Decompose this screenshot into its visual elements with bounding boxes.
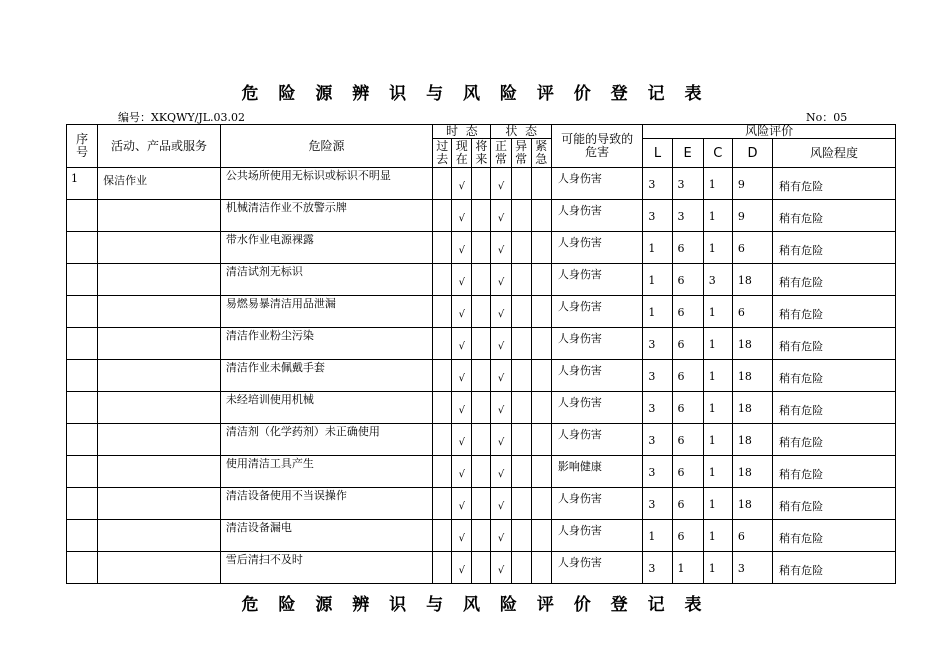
cell-C: 1 bbox=[703, 552, 732, 584]
cell-E: 6 bbox=[672, 456, 703, 488]
table-row bbox=[67, 520, 896, 552]
cell-activity bbox=[98, 392, 221, 424]
cell-C: 1 bbox=[703, 520, 732, 552]
cell-harm: 人身伤害 bbox=[551, 488, 643, 520]
document-code: 编号：XKQWY/JL.03.02 bbox=[118, 111, 246, 124]
cell-degree: 稍有危险 bbox=[773, 200, 896, 232]
cell-present: √ bbox=[452, 296, 472, 328]
header-emergency: 紧急 bbox=[531, 139, 551, 168]
cell-index bbox=[67, 360, 98, 392]
cell-L: 1 bbox=[643, 296, 672, 328]
header-future: 将来 bbox=[472, 139, 491, 168]
cell-L: 3 bbox=[643, 328, 672, 360]
cell-C: 1 bbox=[703, 168, 732, 200]
cell-future bbox=[472, 552, 491, 584]
cell-hazard: 使用清洁工具产生 bbox=[220, 456, 432, 488]
cell-L: 1 bbox=[643, 232, 672, 264]
header-hazard: 危险源 bbox=[220, 125, 432, 168]
header-L: L bbox=[643, 139, 672, 168]
table-row bbox=[67, 488, 896, 520]
page-title: 危 险 源 辨 识 与 风 险 评 价 登 记 表 bbox=[241, 84, 709, 104]
cell-normal: √ bbox=[491, 296, 511, 328]
cell-D: 18 bbox=[732, 392, 772, 424]
cell-future bbox=[472, 488, 491, 520]
cell-past bbox=[433, 200, 452, 232]
cell-abnormal bbox=[511, 360, 531, 392]
cell-abnormal bbox=[511, 328, 531, 360]
cell-harm: 人身伤害 bbox=[551, 264, 643, 296]
cell-degree: 稍有危险 bbox=[773, 520, 896, 552]
cell-E: 6 bbox=[672, 232, 703, 264]
cell-hazard: 清洁试剂无标识 bbox=[220, 264, 432, 296]
cell-index: 1 bbox=[67, 168, 98, 200]
cell-L: 3 bbox=[643, 168, 672, 200]
cell-L: 3 bbox=[643, 424, 672, 456]
cell-emergency bbox=[531, 264, 551, 296]
cell-emergency bbox=[531, 424, 551, 456]
cell-L: 3 bbox=[643, 552, 672, 584]
cell-future bbox=[472, 520, 491, 552]
cell-harm: 人身伤害 bbox=[551, 360, 643, 392]
cell-emergency bbox=[531, 168, 551, 200]
cell-past bbox=[433, 232, 452, 264]
cell-abnormal bbox=[511, 168, 531, 200]
cell-present: √ bbox=[452, 168, 472, 200]
cell-C: 1 bbox=[703, 232, 732, 264]
cell-degree: 稍有危险 bbox=[773, 328, 896, 360]
cell-C: 1 bbox=[703, 424, 732, 456]
header-possible-harm: 可能的导致的危害 bbox=[551, 125, 643, 168]
cell-normal: √ bbox=[491, 168, 511, 200]
cell-D: 6 bbox=[732, 296, 772, 328]
cell-activity bbox=[98, 232, 221, 264]
table-row bbox=[67, 168, 896, 200]
cell-activity bbox=[98, 552, 221, 584]
cell-L: 3 bbox=[643, 360, 672, 392]
cell-abnormal bbox=[511, 200, 531, 232]
cell-normal: √ bbox=[491, 424, 511, 456]
cell-index bbox=[67, 200, 98, 232]
cell-emergency bbox=[531, 360, 551, 392]
cell-future bbox=[472, 456, 491, 488]
cell-emergency bbox=[531, 296, 551, 328]
cell-E: 6 bbox=[672, 296, 703, 328]
cell-D: 3 bbox=[732, 552, 772, 584]
cell-hazard: 清洁作业未佩戴手套 bbox=[220, 360, 432, 392]
cell-normal: √ bbox=[491, 328, 511, 360]
cell-E: 1 bbox=[672, 552, 703, 584]
cell-D: 18 bbox=[732, 456, 772, 488]
table-row bbox=[67, 296, 896, 328]
cell-index bbox=[67, 520, 98, 552]
cell-activity bbox=[98, 360, 221, 392]
cell-harm: 人身伤害 bbox=[551, 200, 643, 232]
cell-past bbox=[433, 392, 452, 424]
cell-activity bbox=[98, 456, 221, 488]
cell-E: 6 bbox=[672, 392, 703, 424]
cell-future bbox=[472, 360, 491, 392]
header-state: 状 态 bbox=[491, 125, 551, 139]
cell-C: 1 bbox=[703, 296, 732, 328]
cell-abnormal bbox=[511, 488, 531, 520]
cell-present: √ bbox=[452, 552, 472, 584]
cell-hazard: 带水作业电源裸露 bbox=[220, 232, 432, 264]
cell-hazard: 易燃易暴清洁用品泄漏 bbox=[220, 296, 432, 328]
cell-abnormal bbox=[511, 424, 531, 456]
page-title-next: 危 险 源 辨 识 与 风 险 评 价 登 记 表 bbox=[241, 595, 709, 615]
cell-hazard: 清洁剂（化学药剂）未正确使用 bbox=[220, 424, 432, 456]
cell-C: 1 bbox=[703, 456, 732, 488]
cell-normal: √ bbox=[491, 552, 511, 584]
cell-harm: 影响健康 bbox=[551, 456, 643, 488]
cell-E: 3 bbox=[672, 200, 703, 232]
cell-index bbox=[67, 424, 98, 456]
cell-degree: 稍有危险 bbox=[773, 296, 896, 328]
header-activity: 活动、产品或服务 bbox=[98, 125, 221, 168]
cell-present: √ bbox=[452, 232, 472, 264]
cell-present: √ bbox=[452, 328, 472, 360]
cell-D: 6 bbox=[732, 520, 772, 552]
cell-present: √ bbox=[452, 392, 472, 424]
cell-future bbox=[472, 168, 491, 200]
cell-abnormal bbox=[511, 296, 531, 328]
cell-E: 6 bbox=[672, 488, 703, 520]
cell-activity bbox=[98, 488, 221, 520]
cell-emergency bbox=[531, 552, 551, 584]
cell-E: 6 bbox=[672, 520, 703, 552]
cell-index bbox=[67, 488, 98, 520]
header-present: 现在 bbox=[452, 139, 472, 168]
cell-harm: 人身伤害 bbox=[551, 392, 643, 424]
header-C: C bbox=[703, 139, 732, 168]
header-tense: 时 态 bbox=[433, 125, 491, 139]
table-row bbox=[67, 552, 896, 584]
cell-abnormal bbox=[511, 232, 531, 264]
cell-past bbox=[433, 264, 452, 296]
cell-hazard: 未经培训使用机械 bbox=[220, 392, 432, 424]
cell-degree: 稍有危险 bbox=[773, 552, 896, 584]
cell-future bbox=[472, 424, 491, 456]
cell-abnormal bbox=[511, 456, 531, 488]
cell-E: 6 bbox=[672, 424, 703, 456]
cell-past bbox=[433, 520, 452, 552]
cell-emergency bbox=[531, 328, 551, 360]
cell-normal: √ bbox=[491, 488, 511, 520]
table-row bbox=[67, 392, 896, 424]
cell-C: 1 bbox=[703, 200, 732, 232]
cell-present: √ bbox=[452, 424, 472, 456]
cell-activity: 保洁作业 bbox=[98, 168, 221, 200]
cell-normal: √ bbox=[491, 456, 511, 488]
cell-harm: 人身伤害 bbox=[551, 232, 643, 264]
cell-present: √ bbox=[452, 200, 472, 232]
cell-index bbox=[67, 392, 98, 424]
cell-future bbox=[472, 296, 491, 328]
cell-past bbox=[433, 488, 452, 520]
header-abnormal: 异常 bbox=[511, 139, 531, 168]
cell-E: 6 bbox=[672, 360, 703, 392]
cell-future bbox=[472, 232, 491, 264]
cell-abnormal bbox=[511, 392, 531, 424]
cell-E: 6 bbox=[672, 328, 703, 360]
table-row bbox=[67, 360, 896, 392]
cell-C: 1 bbox=[703, 360, 732, 392]
cell-present: √ bbox=[452, 264, 472, 296]
header-past: 过去 bbox=[433, 139, 452, 168]
cell-normal: √ bbox=[491, 264, 511, 296]
cell-emergency bbox=[531, 200, 551, 232]
cell-activity bbox=[98, 296, 221, 328]
cell-C: 1 bbox=[703, 328, 732, 360]
table-row bbox=[67, 264, 896, 296]
header-E: E bbox=[672, 139, 703, 168]
cell-D: 6 bbox=[732, 232, 772, 264]
cell-L: 3 bbox=[643, 456, 672, 488]
header-index: 序号 bbox=[67, 125, 98, 168]
cell-hazard: 公共场所使用无标识或标识不明显 bbox=[220, 168, 432, 200]
cell-L: 3 bbox=[643, 488, 672, 520]
cell-future bbox=[472, 328, 491, 360]
cell-degree: 稍有危险 bbox=[773, 424, 896, 456]
table-row bbox=[67, 200, 896, 232]
cell-past bbox=[433, 552, 452, 584]
cell-L: 3 bbox=[643, 200, 672, 232]
cell-hazard: 清洁设备使用不当误操作 bbox=[220, 488, 432, 520]
cell-normal: √ bbox=[491, 200, 511, 232]
cell-harm: 人身伤害 bbox=[551, 168, 643, 200]
cell-emergency bbox=[531, 520, 551, 552]
cell-L: 3 bbox=[643, 392, 672, 424]
cell-past bbox=[433, 456, 452, 488]
cell-D: 18 bbox=[732, 264, 772, 296]
cell-emergency bbox=[531, 456, 551, 488]
cell-degree: 稍有危险 bbox=[773, 392, 896, 424]
cell-index bbox=[67, 232, 98, 264]
cell-hazard: 清洁作业粉尘污染 bbox=[220, 328, 432, 360]
risk-register-table bbox=[66, 124, 896, 584]
cell-abnormal bbox=[511, 552, 531, 584]
header-normal: 正常 bbox=[491, 139, 511, 168]
cell-D: 18 bbox=[732, 360, 772, 392]
cell-past bbox=[433, 296, 452, 328]
table-row bbox=[67, 456, 896, 488]
cell-index bbox=[67, 296, 98, 328]
cell-degree: 稍有危险 bbox=[773, 488, 896, 520]
cell-past bbox=[433, 168, 452, 200]
cell-degree: 稍有危险 bbox=[773, 264, 896, 296]
cell-hazard: 机械清洁作业不放警示牌 bbox=[220, 200, 432, 232]
cell-future bbox=[472, 392, 491, 424]
header-degree: 风险程度 bbox=[773, 139, 896, 168]
cell-emergency bbox=[531, 488, 551, 520]
table-row bbox=[67, 328, 896, 360]
cell-activity bbox=[98, 424, 221, 456]
cell-D: 9 bbox=[732, 200, 772, 232]
cell-activity bbox=[98, 264, 221, 296]
cell-C: 1 bbox=[703, 488, 732, 520]
cell-C: 1 bbox=[703, 392, 732, 424]
cell-D: 9 bbox=[732, 168, 772, 200]
cell-degree: 稍有危险 bbox=[773, 456, 896, 488]
header-D: D bbox=[732, 139, 772, 168]
cell-future bbox=[472, 200, 491, 232]
cell-harm: 人身伤害 bbox=[551, 424, 643, 456]
cell-degree: 稍有危险 bbox=[773, 168, 896, 200]
cell-past bbox=[433, 360, 452, 392]
cell-hazard: 清洁设备漏电 bbox=[220, 520, 432, 552]
cell-harm: 人身伤害 bbox=[551, 328, 643, 360]
cell-index bbox=[67, 328, 98, 360]
cell-D: 18 bbox=[732, 424, 772, 456]
cell-index bbox=[67, 552, 98, 584]
cell-normal: √ bbox=[491, 232, 511, 264]
cell-C: 3 bbox=[703, 264, 732, 296]
cell-past bbox=[433, 424, 452, 456]
cell-normal: √ bbox=[491, 392, 511, 424]
cell-emergency bbox=[531, 232, 551, 264]
cell-E: 6 bbox=[672, 264, 703, 296]
cell-present: √ bbox=[452, 520, 472, 552]
cell-harm: 人身伤害 bbox=[551, 296, 643, 328]
cell-future bbox=[472, 264, 491, 296]
table-row bbox=[67, 232, 896, 264]
cell-present: √ bbox=[452, 488, 472, 520]
cell-normal: √ bbox=[491, 360, 511, 392]
document-number: No：05 bbox=[806, 111, 848, 124]
cell-degree: 稍有危险 bbox=[773, 360, 896, 392]
cell-activity bbox=[98, 328, 221, 360]
cell-normal: √ bbox=[491, 520, 511, 552]
cell-activity bbox=[98, 520, 221, 552]
header-risk-eval: 风险评价 bbox=[643, 125, 896, 139]
cell-present: √ bbox=[452, 360, 472, 392]
cell-L: 1 bbox=[643, 520, 672, 552]
cell-emergency bbox=[531, 392, 551, 424]
cell-D: 18 bbox=[732, 488, 772, 520]
cell-abnormal bbox=[511, 520, 531, 552]
cell-harm: 人身伤害 bbox=[551, 552, 643, 584]
cell-E: 3 bbox=[672, 168, 703, 200]
table-row bbox=[67, 424, 896, 456]
cell-activity bbox=[98, 200, 221, 232]
cell-abnormal bbox=[511, 264, 531, 296]
cell-hazard: 雪后清扫不及时 bbox=[220, 552, 432, 584]
cell-D: 18 bbox=[732, 328, 772, 360]
cell-past bbox=[433, 328, 452, 360]
cell-harm: 人身伤害 bbox=[551, 520, 643, 552]
cell-index bbox=[67, 456, 98, 488]
cell-present: √ bbox=[452, 456, 472, 488]
cell-L: 1 bbox=[643, 264, 672, 296]
cell-index bbox=[67, 264, 98, 296]
cell-degree: 稍有危险 bbox=[773, 232, 896, 264]
